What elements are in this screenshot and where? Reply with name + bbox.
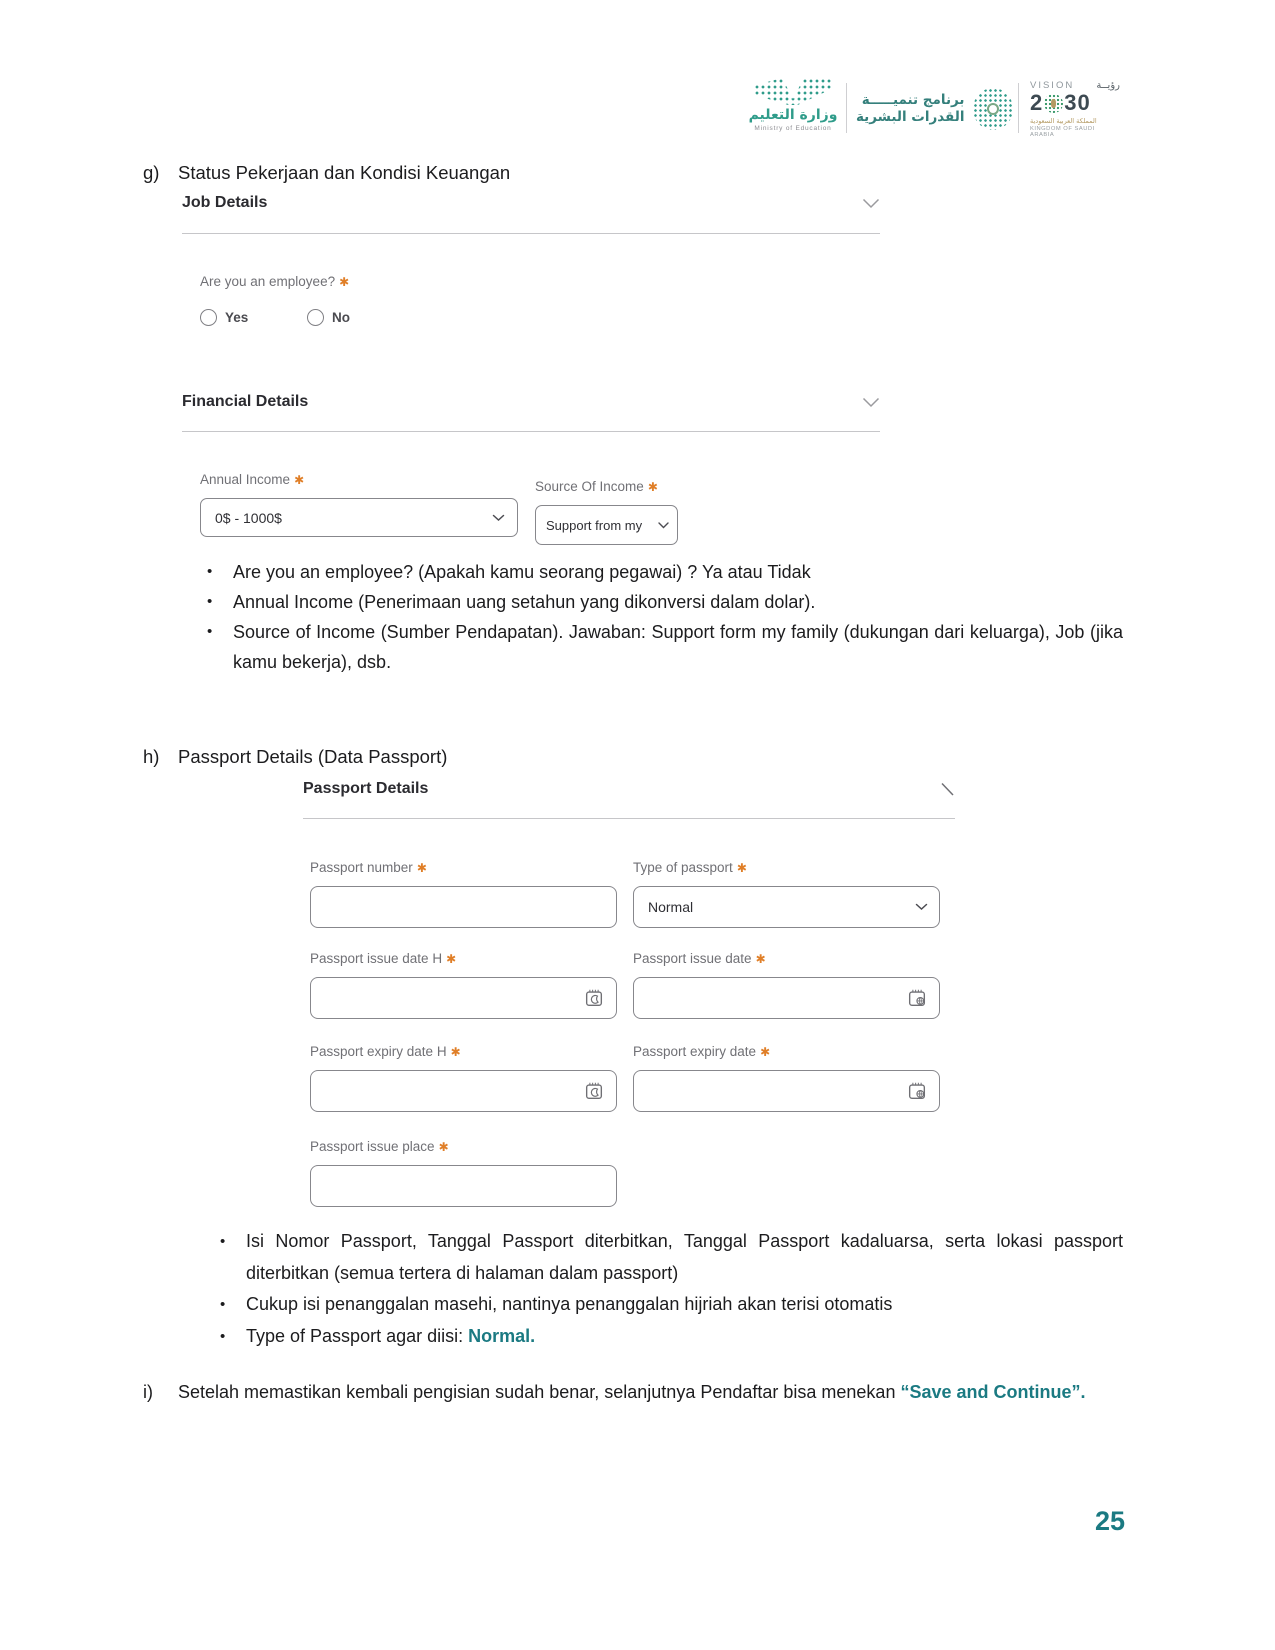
passport-bullet-list [218, 1226, 1123, 1352]
bullet-icon: • [220, 1327, 226, 1345]
item-i-text: Setelah memastikan kembali pengisian sudah benar, selanjutnya Pendaftar bisa menekan [178, 1382, 901, 1402]
gregorian-calendar-icon[interactable] [906, 987, 928, 1009]
required-icon: ✱ [736, 861, 747, 875]
bullet-icon: • [220, 1296, 226, 1313]
passport-issue-place-label: Passport issue place ✱ [310, 1139, 449, 1154]
radio-yes-label: Yes [225, 310, 249, 325]
vision-country-arabic: المملكة العربية السعودية [1030, 117, 1097, 125]
passport-details-section-header [303, 780, 955, 798]
required-icon: ✱ [760, 1045, 771, 1059]
source-of-income-select[interactable] [535, 505, 678, 545]
item-g-heading [143, 162, 1083, 184]
bullet-highlight: Normal. [468, 1325, 536, 1346]
bullet-item [218, 1226, 1123, 1289]
vision-word: VISION [1030, 80, 1075, 91]
required-icon: ✱ [416, 861, 427, 875]
bullet-item [218, 1289, 1123, 1321]
passport-expiry-date-h-label: Passport expiry date H ✱ [310, 1044, 461, 1059]
source-of-income-label: Source Of Income ✱ [535, 479, 658, 494]
hcdp-line2: القدرات البشرية [856, 109, 965, 125]
required-icon: ✱ [755, 952, 766, 966]
job-bullet-list [205, 557, 1123, 677]
hijri-calendar-icon[interactable] [583, 987, 605, 1009]
bullet-text: Isi Nomor Passport, Tanggal Passport diterbitkan, Tanggal Passport kadaluarsa, serta lokasi passport diterbitkan (semua tertera di halaman dalam passport) [246, 1231, 1123, 1283]
diagonal-line-icon[interactable] [939, 781, 955, 797]
radio-circle-icon[interactable] [307, 309, 324, 326]
bullet-text: Cukup isi penanggalan masehi, nantinya penanggalan hijriah akan terisi otomatis [246, 1294, 893, 1314]
moe-dots-icon [754, 78, 832, 105]
vision-word-arabic: رؤيــة [1096, 80, 1120, 91]
saudi-emblem-icon [1044, 94, 1063, 113]
annual-income-value: 0$ - 1000$ [215, 509, 282, 526]
section-divider [182, 233, 880, 234]
required-icon: ✱ [339, 275, 350, 289]
radio-no-label: No [332, 310, 350, 325]
chevron-down-icon[interactable] [862, 198, 880, 209]
logo-divider [1018, 83, 1019, 133]
bullet-item [205, 557, 1123, 587]
bullet-text: Source of Income (Sumber Pendapatan). Jawaban: Support form my family (dukungan dari keluarga), Job (jika kamu bekerja), dsb. [233, 622, 1123, 672]
required-icon: ✱ [647, 480, 658, 494]
radio-circle-icon[interactable] [200, 309, 217, 326]
hcdp-emblem-icon [973, 88, 1013, 130]
passport-expiry-date-input[interactable] [633, 1070, 940, 1112]
item-g-title: Status Pekerjaan dan Kondisi Keuangan [178, 162, 511, 183]
page-number: 25 [1094, 1506, 1125, 1536]
ministry-of-education-logo [748, 78, 838, 132]
required-icon: ✱ [446, 952, 457, 966]
passport-issue-date-h-label: Passport issue date H ✱ [310, 951, 457, 966]
chevron-down-icon [492, 514, 505, 522]
required-icon: ✱ [438, 1140, 449, 1154]
annual-income-select[interactable] [200, 498, 518, 537]
radio-no[interactable] [307, 309, 350, 326]
item-h-heading [143, 746, 1083, 768]
chevron-down-icon [915, 903, 928, 911]
hcdp-logo [856, 88, 1013, 130]
gregorian-calendar-icon[interactable] [906, 1080, 928, 1102]
passport-issue-date-input[interactable] [633, 977, 940, 1019]
bullet-icon: • [207, 563, 213, 580]
item-h-marker: h) [143, 746, 160, 767]
item-g-marker: g) [143, 162, 160, 183]
bullet-icon: • [220, 1233, 226, 1250]
type-of-passport-select[interactable] [633, 886, 940, 928]
save-and-continue-highlight: “Save and Continue”. [900, 1382, 1086, 1402]
type-of-passport-value: Normal [648, 899, 694, 915]
vision-year-right: 30 [1064, 90, 1091, 115]
bullet-icon: • [207, 623, 213, 640]
logo-divider [846, 83, 847, 133]
financial-details-section-header [182, 393, 880, 411]
vision-year-left: 2 [1030, 90, 1044, 115]
passport-issue-date-label: Passport issue date ✱ [633, 951, 766, 966]
type-of-passport-label: Type of passport ✱ [633, 860, 747, 875]
header-logos [0, 0, 1275, 150]
item-h-title: Passport Details (Data Passport) [178, 746, 448, 767]
passport-expiry-date-label: Passport expiry date ✱ [633, 1044, 771, 1059]
employee-question-label: Are you an employee? ✱ [200, 274, 350, 289]
chevron-down-icon[interactable] [862, 397, 880, 408]
passport-number-input[interactable] [310, 886, 617, 928]
source-of-income-value: Support from my [546, 517, 643, 533]
radio-yes[interactable] [200, 309, 248, 326]
passport-details-form [303, 780, 955, 1210]
required-icon: ✱ [294, 473, 305, 487]
hijri-calendar-icon[interactable] [583, 1080, 605, 1102]
annual-income-label: Annual Income ✱ [200, 472, 305, 487]
bullet-icon: • [207, 593, 213, 610]
moe-english-name: Ministry of Education [754, 125, 832, 132]
bullet-text: Type of Passport agar diisi: [246, 1325, 469, 1346]
hcdp-line1: برنامج تنميـــــة [861, 92, 965, 108]
passport-issue-place-input[interactable] [310, 1165, 617, 1207]
bullet-item [205, 617, 1123, 677]
vision-country-english: KINGDOM OF SAUDI ARABIA [1030, 126, 1095, 138]
moe-arabic-name: وزارة التعليم [748, 107, 838, 123]
job-details-section-header [182, 194, 880, 212]
item-i-marker: i) [143, 1382, 153, 1402]
financial-details-title: Financial Details [182, 393, 309, 410]
bullet-text: Are you an employee? (Apakah kamu seorang pegawai) ? Ya atau Tidak [233, 562, 811, 582]
bullet-item [218, 1321, 1123, 1353]
item-i-paragraph [143, 1377, 1123, 1408]
section-divider [182, 431, 880, 432]
vision-2030-logo [1030, 80, 1120, 138]
passport-details-title: Passport Details [303, 780, 429, 797]
bullet-item [205, 587, 1123, 617]
passport-number-label: Passport number ✱ [310, 860, 427, 875]
passport-issue-date-h-input[interactable] [310, 977, 617, 1019]
passport-expiry-date-h-input[interactable] [310, 1070, 617, 1112]
section-divider [303, 818, 955, 819]
chevron-down-icon [658, 522, 669, 529]
bullet-text: Annual Income (Penerimaan uang setahun yang dikonversi dalam dolar). [233, 592, 816, 612]
job-details-title: Job Details [182, 194, 268, 211]
required-icon: ✱ [450, 1045, 461, 1059]
